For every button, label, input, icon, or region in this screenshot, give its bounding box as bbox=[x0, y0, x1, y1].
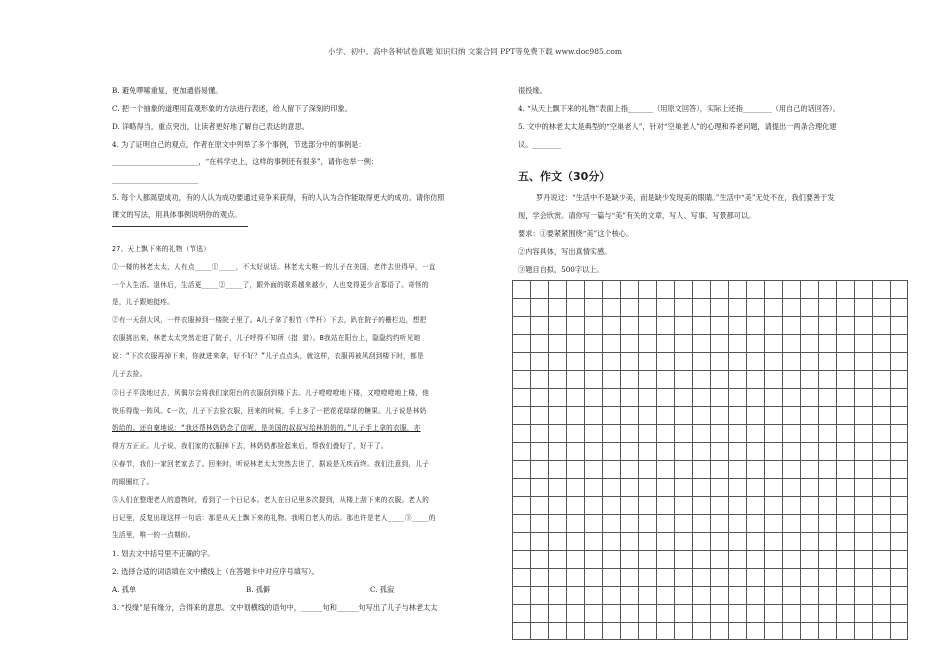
choice-a: A. 孤单 bbox=[112, 585, 137, 594]
question-4-blank-line: ________________________ bbox=[112, 175, 199, 184]
option-b: B. 避免啰嗦重复，更加通俗易懂。 bbox=[112, 86, 223, 95]
sub-question-3: 3. “投缘”是有缘分，合得来的意思。文中划横线的语句中，______句和______句写出了儿子与林老太太 bbox=[112, 603, 438, 612]
para3-line2: 快乐得像一阵风。C一次，儿子下去捡衣服，回来的时候，手上多了一把花花绿绿的糖果。儿子说是林奶 bbox=[112, 407, 427, 415]
para3-line4: 得方方正正。儿子说，我们家的衣服掉下去，林奶奶都捡起来后，帮我们叠好了，好干了。 bbox=[112, 442, 388, 450]
sub-question-2: 2. 选择合适的词语填在文中横线上（在答题卡中对应序号填写）。 bbox=[112, 567, 319, 576]
question-5-line1: 5. 每个人都渴望成功，有的人认为成功要通过竞争来获得，有的人认为合作能取得更大的成功。请你仿照 bbox=[112, 193, 445, 202]
para5-line1: ⑤人们在整理老人的遗物时，看到了一个日记本。老人在日记里多次提到，从楼上刮下来的衣服。老人的 bbox=[112, 496, 430, 504]
question-5-right-line1: 5. 文中的林老太太是典型的“空巢老人”，针对“空巢老人”的心理和养老问题，请提出一两条合理化建 bbox=[518, 122, 837, 131]
requirement-1: 要求：①要紧紧围绕“美”这个核心。 bbox=[518, 229, 634, 238]
para2-line1: ②有一天刮大风，一件衣服掉到一楼院子里了。A儿子拿了根竹（竿杆）下去，趴在院子的栅栏边，想把 bbox=[112, 316, 427, 324]
para4-line2: 的眼圈红了。 bbox=[112, 478, 154, 486]
para5-line3: 生活里，唯一的一点期盼。 bbox=[112, 531, 195, 539]
prompt-line2: 现，学会欣赏。请你写一篇与“美”有关的文章，写人、写事、写景都可以。 bbox=[518, 211, 756, 220]
para3-line1: ③日子平淡地过去，风偶尔会将我们家阳台的衣服刮到楼下去。儿子噔噔噔地下楼，又噔噔噔地上楼，他 bbox=[112, 389, 430, 397]
para2-line2: 衣服挑出来，林老太太突然走进了院子，儿子呼得不知所（措 猎）。B我站在阳台上，隐隐约约听见她 bbox=[112, 334, 421, 342]
sub-question-1: 1. 划去文中括号里不正确的字。 bbox=[112, 549, 215, 558]
question-4: 4. 为了证明自己的观点，作者在原文中列举了多个事例，节选部分中的事例是： bbox=[112, 140, 366, 149]
requirement-2: ②内容具体，写出真情实感。 bbox=[518, 247, 612, 256]
page-header: 小学、初中、高中各种试卷真题 知识归纳 文案合同 PPT等免费下载 www.doc985.com bbox=[328, 47, 622, 56]
choice-b: B. 孤僻 bbox=[246, 585, 271, 594]
answer-line bbox=[112, 226, 248, 227]
section-title-composition: 五、作文（30分） bbox=[518, 170, 611, 183]
passage-title: 27、天上飘下来的礼物（节选） bbox=[112, 245, 211, 253]
question-5-right-line2: 议。________ bbox=[518, 140, 562, 149]
prompt-line1: 罗丹说过：“生活中不是缺少美，而是缺少发现美的眼睛。”生活中“美”无处不在，我们要善于发 bbox=[536, 193, 835, 202]
para1-line1: ①一楼的林老太太，人有点____①____，不太好说话。林老太太唯一的儿子在美国，老伴去世得早，一直 bbox=[112, 263, 436, 271]
choice-c: C. 孤寂 bbox=[370, 585, 395, 594]
question-4-right: 4. “从天上飘下来的礼物”表面上指_______（用原文回答），实际上还指________（用自己的话回答）。 bbox=[518, 104, 840, 113]
option-d: D. 详略得当，重点突出，让读者更好地了解自己表达的意思。 bbox=[112, 122, 309, 131]
para1-line2: 一个人生活。退休后，生活更____②____了，跟外面的联系越来越少，人也变得更少言寡语了。奇怪的 bbox=[112, 281, 429, 289]
para3-line3: 奶给的。还自豪地说：“我还帮林奶奶念了信呢，是美国的叔叔写给林奶奶的。”儿子手上拿的衣服，亦 bbox=[112, 424, 421, 432]
question-5-line2: 课文的写法，用具体事例说明你的观点。 bbox=[112, 210, 242, 219]
para2-line3: 说：“下次衣服再掉下来，你就进来拿，好不好？”儿子点点头，就这样，衣服再被风刮到楼下时，都是 bbox=[112, 352, 424, 360]
para2-line4: 儿子去捡。 bbox=[112, 370, 147, 378]
composition-grid bbox=[512, 280, 908, 640]
para1-line3: 是，儿子跟她挺疼。 bbox=[112, 298, 175, 306]
para4-line1: ④春节，我们一家回老家去了。回来时，听说林老太太突然去世了，据说是无疾而终。我们注意到，儿子 bbox=[112, 460, 430, 468]
question-4-blank: ________________________，“在科学史上，这样的事例还有很多”，请你也举一例： bbox=[112, 157, 379, 166]
requirement-3: ③题目自拟，500字以上。 bbox=[518, 265, 604, 274]
question-3-continued: 很投缘。 bbox=[518, 86, 547, 95]
para5-line2: 日记里，反复出现这样一句话：那是从天上飘下来的礼物。我明白老人的话。那也许是老人____③____的 bbox=[112, 514, 436, 522]
option-c: C. 把一个抽象的道理用直观形象的方法进行表述，给人留下了深刻的印象。 bbox=[112, 104, 352, 113]
